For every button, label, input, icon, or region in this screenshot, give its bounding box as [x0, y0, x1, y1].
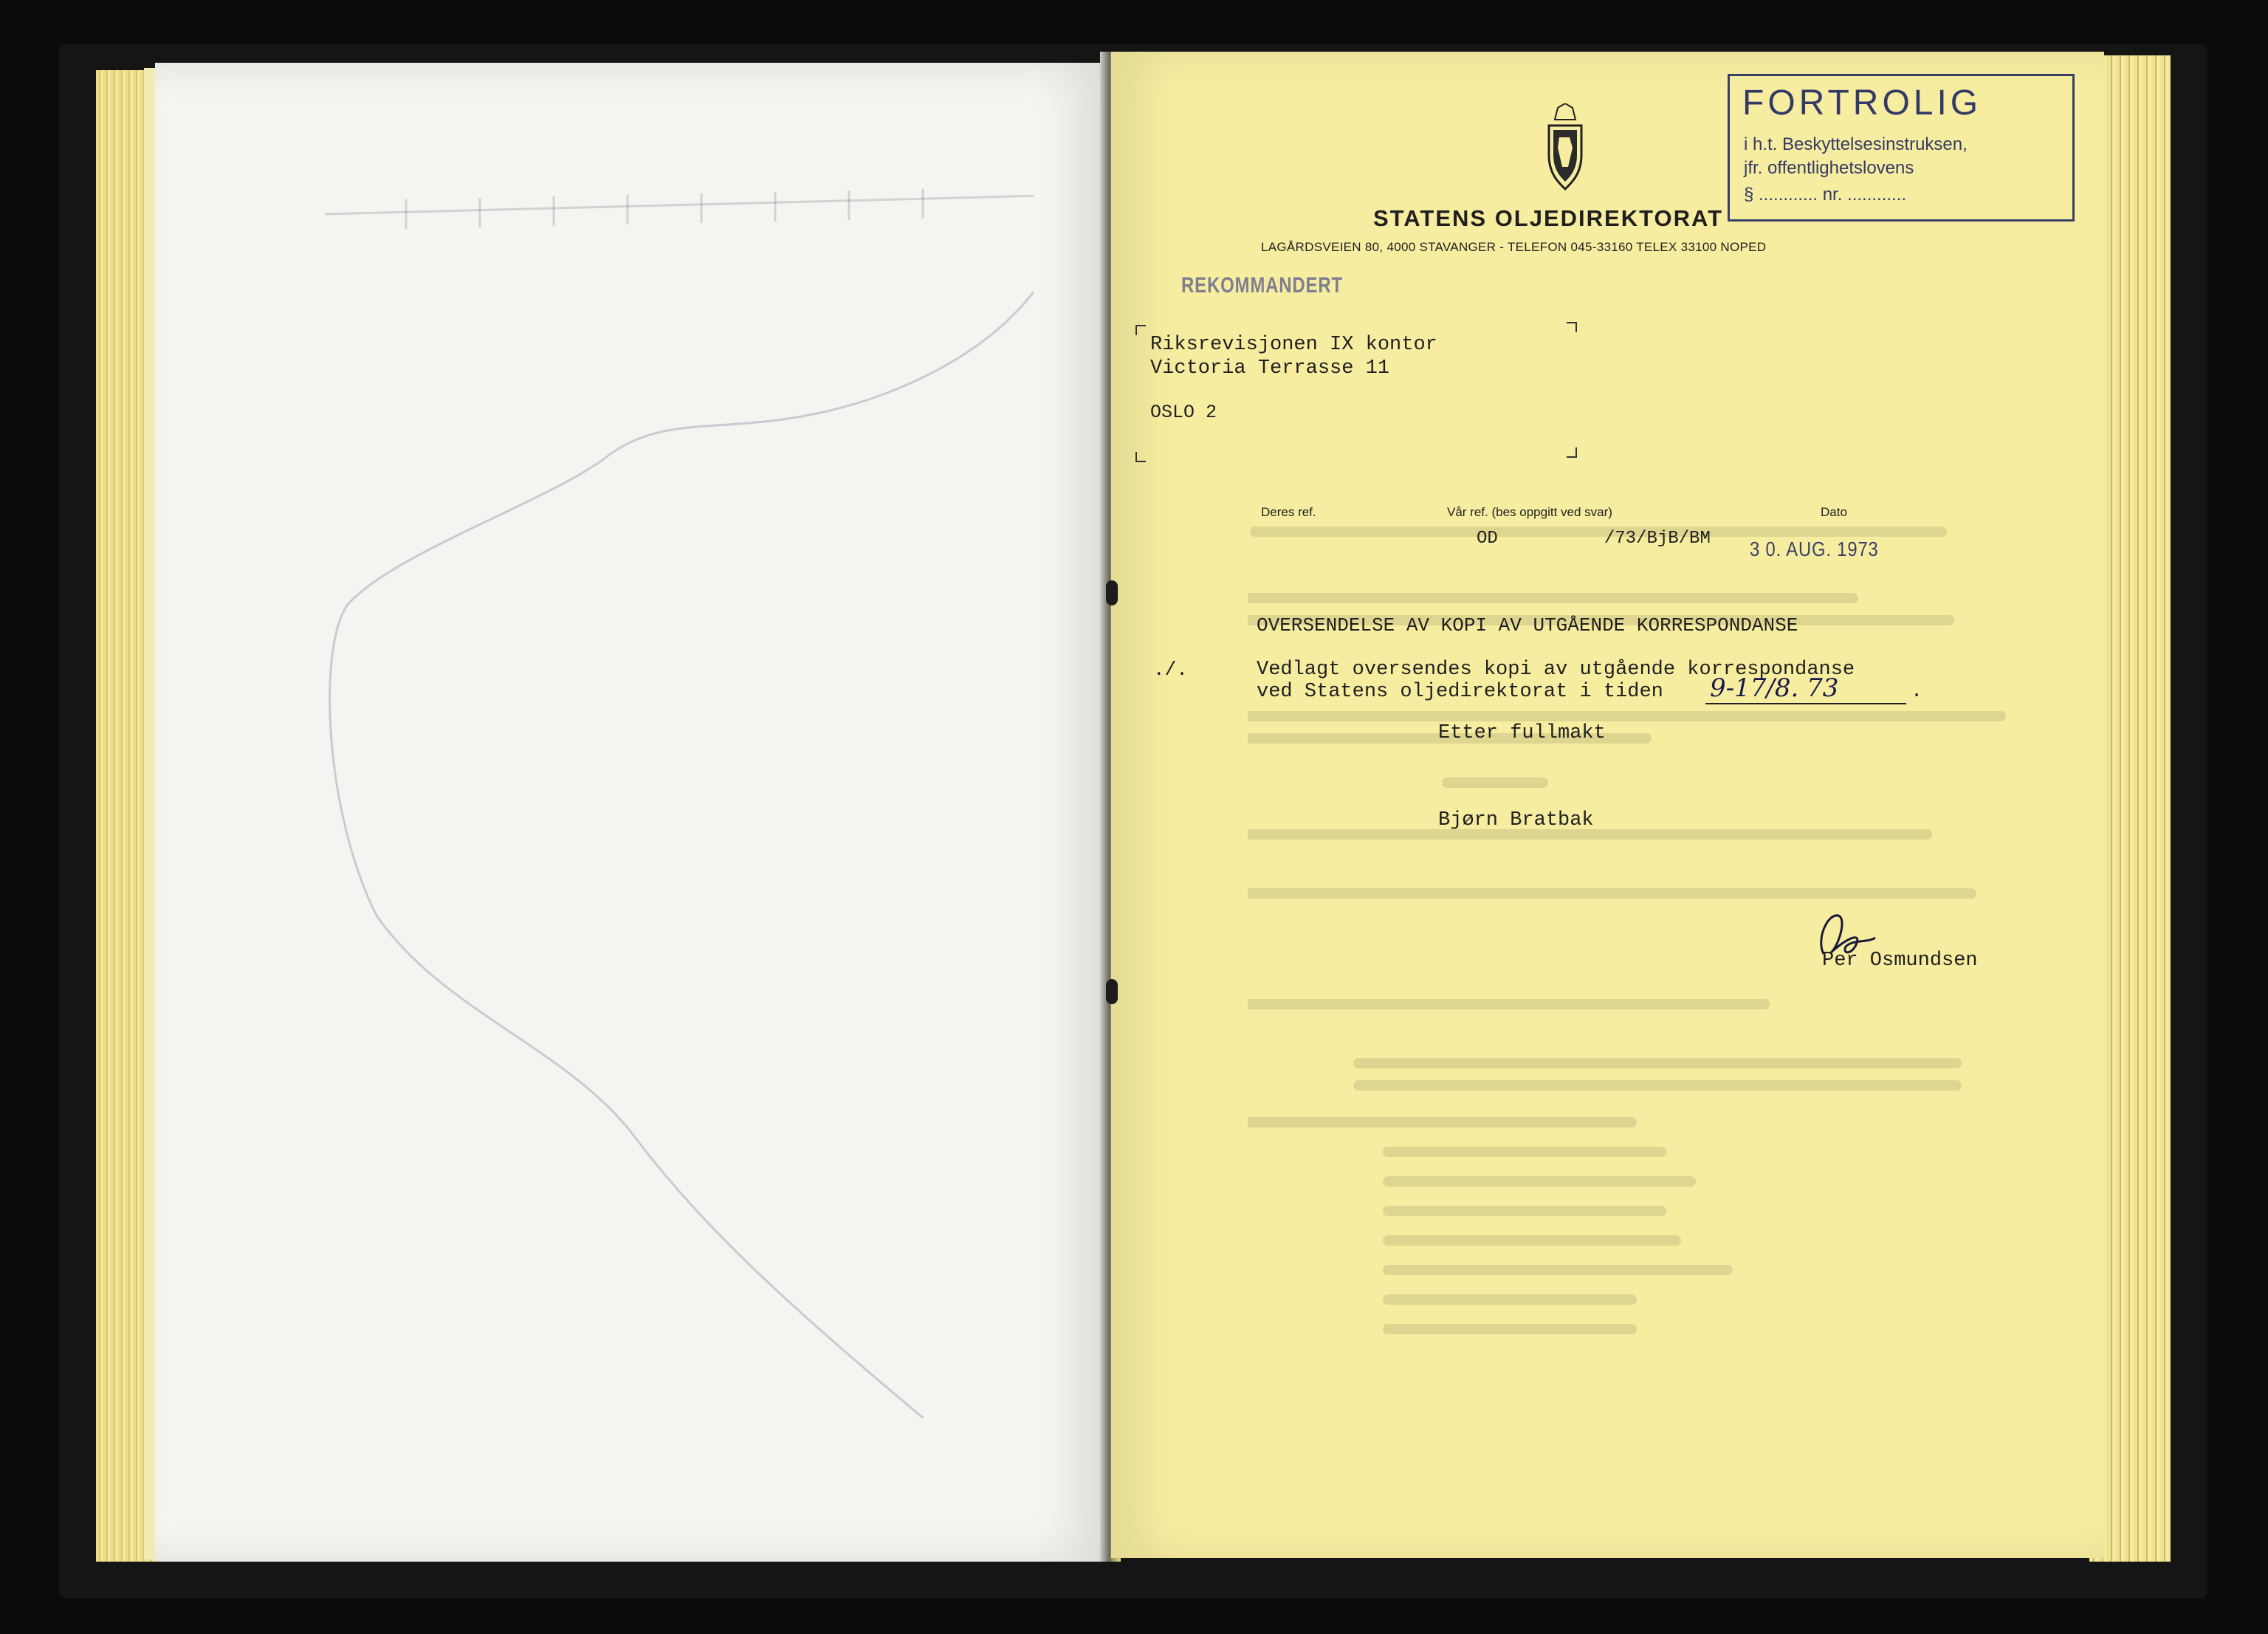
address-bracket — [1567, 447, 1577, 458]
organization-address: LAGÅRDSVEIEN 80, 4000 STAVANGER - TELEFON 045-33160 TELEX 33100 NOPED — [1261, 240, 1767, 254]
binding-ring — [1106, 979, 1118, 1004]
letter-body-line: ved Statens oljedirektorat i tiden — [1257, 681, 1663, 703]
stamp-line: i h.t. Beskyttelsesinstruksen, — [1744, 134, 1968, 154]
signer-name: Bjørn Bratbak — [1438, 809, 1594, 831]
stamp-line: § ............ nr. ............ — [1744, 185, 1907, 205]
show-through-curve — [221, 89, 1034, 1491]
organization-name: STATENS OLJEDIREKTORAT — [1373, 205, 1724, 231]
letter-body-end: . — [1911, 681, 1923, 703]
address-bracket — [1567, 322, 1577, 332]
recipient-street: Victoria Terrasse 11 — [1150, 357, 1390, 380]
address-bracket — [1135, 452, 1146, 462]
value-dato-stamp: 3 0. AUG. 1973 — [1750, 538, 1879, 560]
value-var-ref: OD /73/BjB/BM — [1477, 529, 1711, 549]
binding-ring — [1106, 580, 1118, 605]
label-var-ref: Vår ref. (bes oppgitt ved svar) — [1447, 505, 1612, 519]
coat-of-arms-icon — [1542, 103, 1589, 192]
label-dato: Dato — [1821, 505, 1847, 519]
left-page-show-through — [221, 89, 1034, 1491]
registered-mail-stamp: REKOMMANDERT — [1181, 273, 1343, 298]
recipient-name: Riksrevisjonen IX kontor — [1150, 334, 1437, 356]
label-deres-ref: Deres ref. — [1261, 505, 1316, 519]
handwritten-period: 9-17/8. 73 — [1710, 673, 1839, 703]
recipient-city: OSLO 2 — [1150, 402, 1217, 423]
signer-name: Per Osmundsen — [1822, 950, 1978, 972]
stamp-title: FORTROLIG — [1742, 83, 1982, 123]
closing-text: Etter fullmakt — [1438, 722, 1606, 744]
address-bracket — [1135, 325, 1146, 335]
letter-body-line: Vedlagt oversendes kopi av utgående korrespondanse — [1257, 659, 1855, 681]
letter-subject: OVERSENDELSE AV KOPI AV UTGÅENDE KORRESPONDANSE — [1257, 614, 1798, 636]
enclosure-mark: ./. — [1153, 659, 1188, 681]
fill-in-underline — [1705, 703, 1906, 704]
stamp-line: jfr. offentlighetslovens — [1744, 158, 1914, 178]
